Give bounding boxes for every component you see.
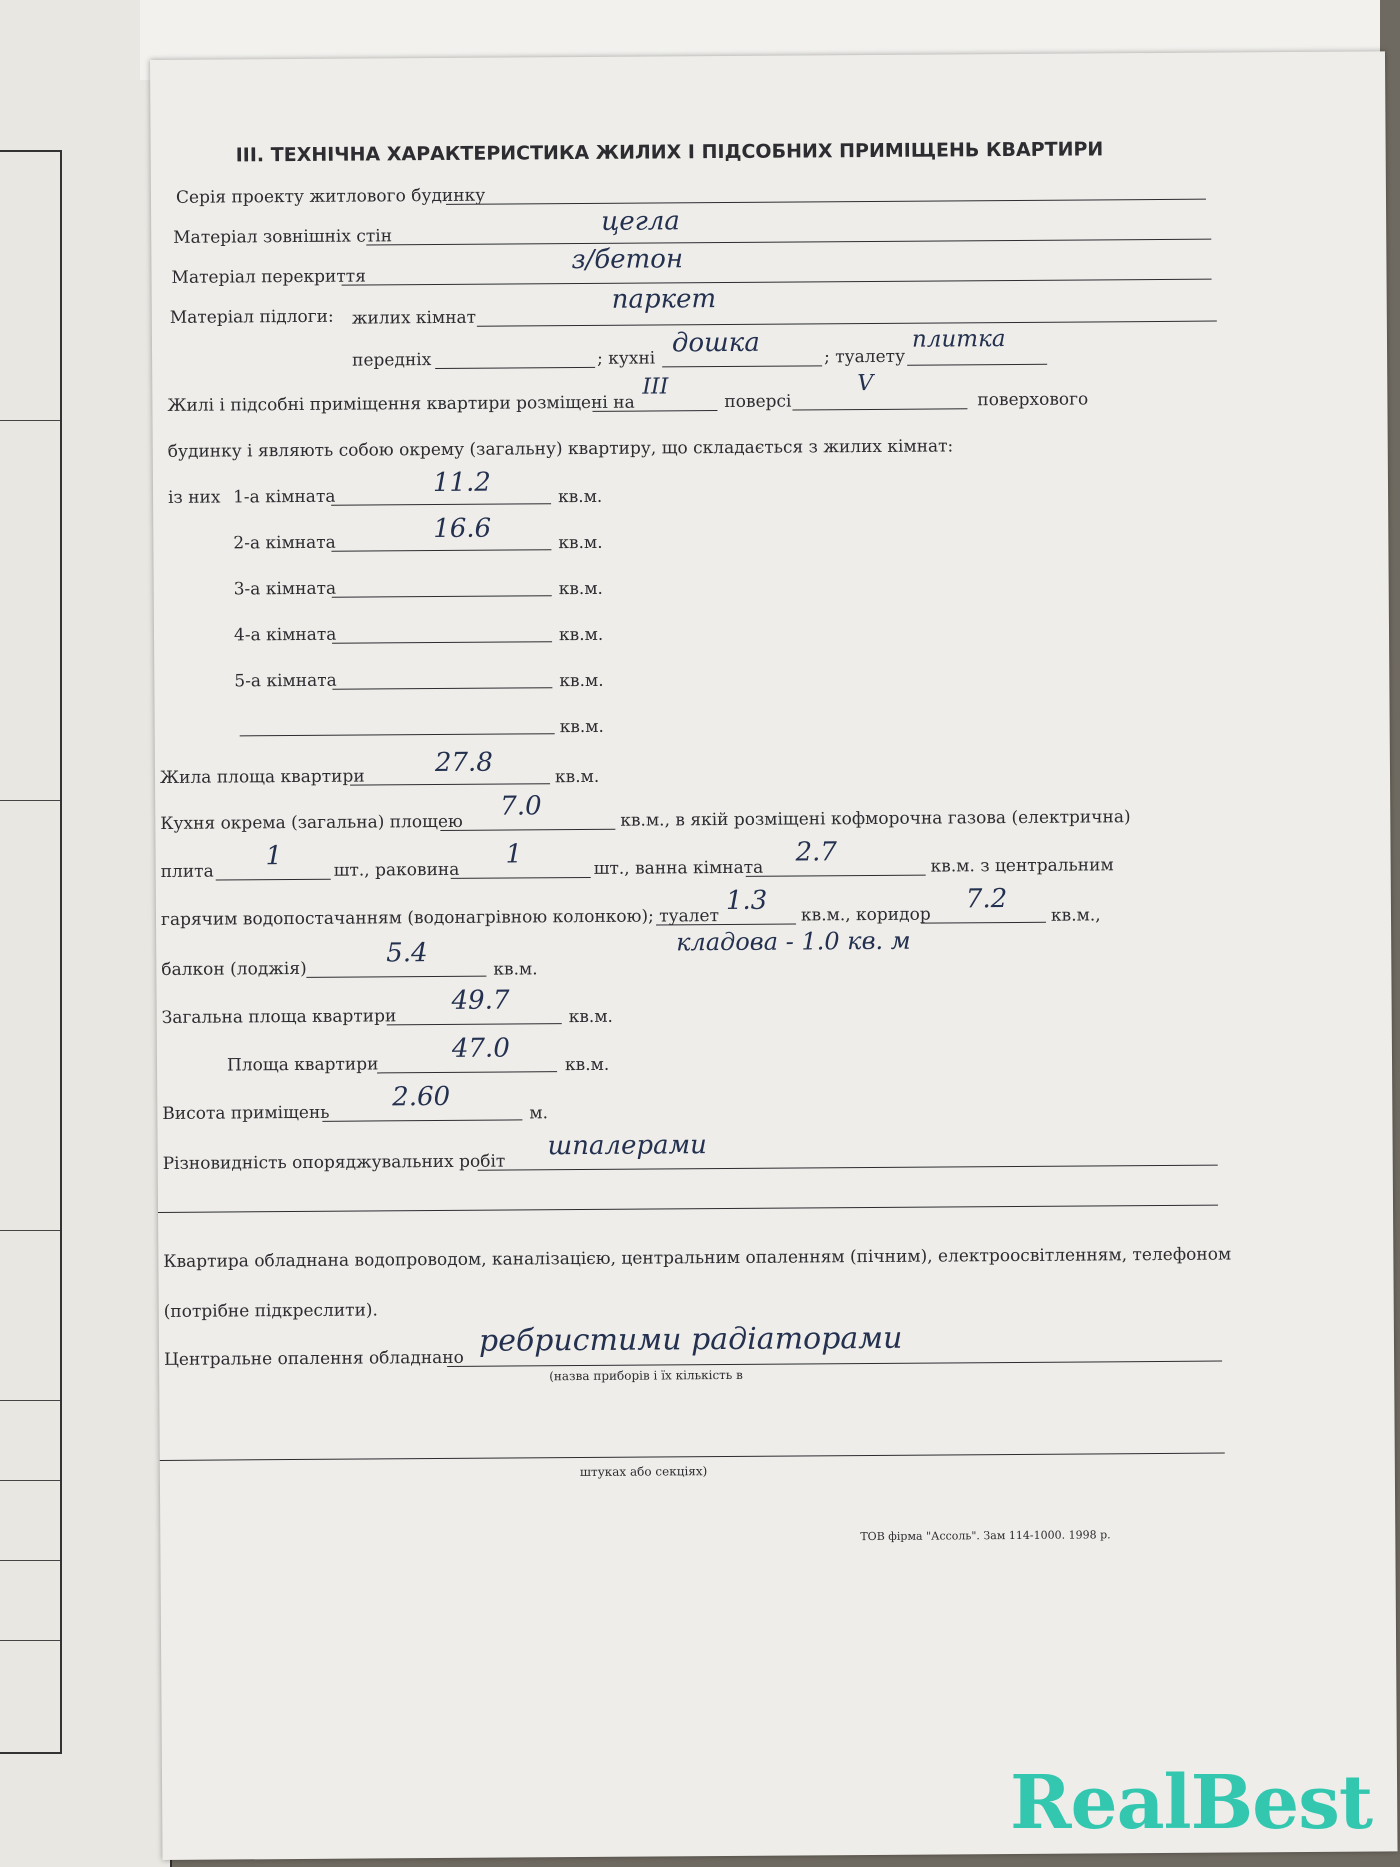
- walls-value: цегла: [601, 206, 680, 237]
- kitchen-area-line: [440, 829, 615, 831]
- balcony-line: [306, 976, 486, 978]
- ceiling-line: [342, 279, 1212, 286]
- walls-label: Матеріал зовнішніх стін: [173, 226, 393, 248]
- left-page-rule: [0, 1400, 60, 1401]
- corridor-unit: кв.м.,: [1050, 905, 1101, 926]
- left-page-rule: [0, 1640, 60, 1641]
- pantry-note: кладова - 1.0 кв. м: [676, 926, 911, 957]
- series-label: Серія проекту житлового будинку: [175, 185, 486, 208]
- left-page-rule: [0, 1480, 60, 1481]
- device-note: (назва приборів і їх кількість в: [549, 1367, 743, 1384]
- living-area-value: 27.8: [434, 747, 493, 779]
- finishing-value: шпалерами: [547, 1130, 707, 1162]
- room5-unit: кв.м.: [559, 670, 604, 692]
- corridor-line: [921, 922, 1046, 924]
- room1-unit: кв.м.: [557, 486, 603, 508]
- room2-value: 16.6: [433, 513, 492, 545]
- living-area-label: Жила площа квартири: [159, 766, 365, 788]
- room3-line: [332, 595, 552, 598]
- balcony-unit: кв.м.: [493, 959, 538, 980]
- underline-note: (потрібне підкреслити).: [163, 1300, 378, 1322]
- room3-label: 3-а кімната: [233, 578, 337, 600]
- bath-label: шт., ванна кімната: [593, 857, 764, 879]
- ceiling-value: з/бетон: [571, 244, 684, 276]
- living-rooms-label: жилих кімнат: [351, 307, 477, 329]
- heating-value: ребристими радіаторами: [478, 1320, 903, 1359]
- height-value: 2.60: [392, 1081, 451, 1113]
- kitchens-line: [662, 365, 822, 367]
- corridor-value: 7.2: [965, 884, 1008, 915]
- sink-line: [451, 877, 591, 879]
- sink-value: 1: [505, 839, 523, 870]
- units-note: штуках або секціях): [579, 1464, 708, 1480]
- central-label: кв.м. з центральним: [930, 855, 1114, 877]
- left-page-frame: [0, 150, 62, 1754]
- hot-water-label: гарячим водопостачанням (водонагрівною колонкою); туалет: [160, 906, 720, 930]
- kitchen-tail-label: кв.м., в якій розміщені кофморочна газова (електрична): [620, 807, 1131, 831]
- sink-label: шт., раковина: [333, 859, 460, 881]
- finishing-line: [478, 1165, 1218, 1171]
- extra-room-line: [240, 733, 555, 736]
- floor-no-line: [592, 410, 717, 412]
- series-line: [446, 199, 1206, 205]
- hallways-line: [435, 367, 595, 369]
- stove-value: 1: [265, 841, 283, 872]
- room2-line: [331, 549, 551, 552]
- living-rooms-value: паркет: [611, 284, 717, 315]
- form-title: III. ТЕХНІЧНА ХАРАКТЕРИСТИКА ЖИЛИХ І ПІДСОБНИХ ПРИМІЩЕНЬ КВАРТИРИ: [235, 138, 1104, 167]
- realbest-logo: RealBest: [1010, 1760, 1373, 1846]
- corridor-label: кв.м., коридор: [800, 904, 931, 926]
- storeys-value: V: [857, 370, 874, 397]
- room4-label: 4-а кімната: [233, 624, 337, 646]
- room3-unit: кв.м.: [558, 578, 604, 600]
- left-page-rule: [0, 800, 60, 801]
- storeys-line: [792, 408, 967, 410]
- kitchen-area-value: 7.0: [500, 791, 542, 822]
- equipped-label: Квартира обладнана водопроводом, каналізацією, центральним опаленням (пічним), електроосвітленням, телефоном: [163, 1244, 1232, 1272]
- balcony-value: 5.4: [386, 938, 428, 969]
- height-unit: м.: [529, 1103, 549, 1124]
- room1-value: 11.2: [432, 467, 491, 499]
- building-line: будинку і являють собою окрему (загальну) квартиру, що складається з жилих кімнат:: [167, 436, 954, 462]
- bath-line: [746, 875, 926, 877]
- room1-label: 1-а кімната: [232, 486, 336, 508]
- finishing-extra-line: [158, 1205, 1218, 1213]
- room5-label: 5-а кімната: [234, 670, 337, 692]
- toilet-label: ; туалету: [824, 346, 906, 368]
- floor-word-label: поверсі: [724, 391, 792, 412]
- total-area-line: [387, 1023, 562, 1025]
- height-label: Висота приміщень: [162, 1102, 330, 1124]
- height-line: [322, 1119, 522, 1121]
- room2-label: 2-а кімната: [233, 532, 336, 554]
- kitchens-label: ; кухні: [597, 348, 656, 369]
- toilet-area-line: [656, 924, 796, 926]
- total-area-value: 49.7: [451, 985, 510, 1016]
- located-label: Жилі і підсобні приміщення квартири розміщені на: [167, 392, 635, 416]
- floor-label: Матеріал підлоги:: [169, 306, 334, 328]
- apartment-area-line: [377, 1071, 557, 1073]
- apartment-area-label: Площа квартири: [226, 1054, 379, 1076]
- apartment-area-value: 47.0: [451, 1033, 510, 1064]
- room4-unit: кв.м.: [558, 624, 604, 646]
- room5-line: [332, 687, 552, 690]
- room2-unit: кв.м.: [558, 532, 603, 554]
- heating-extra-line: [160, 1453, 1225, 1461]
- finishing-label: Різновидність опоряджувальних робіт: [162, 1151, 506, 1174]
- room1-line: [331, 503, 551, 506]
- of-them-label: із них: [167, 487, 221, 508]
- kitchen-area-label: Кухня окрема (загальна) площею: [160, 811, 463, 834]
- walls-line: [366, 239, 1211, 246]
- living-area-line: [350, 783, 550, 785]
- living-rooms-line: [477, 321, 1217, 327]
- heating-label: Центральне опалення обладнано: [164, 1347, 464, 1370]
- room4-line: [332, 641, 552, 644]
- extra-room-unit: кв.м.: [559, 716, 604, 738]
- printer-footer: ТОВ фірма "Ассоль". Зам 114-1000. 1998 р.: [860, 1528, 1111, 1544]
- left-page-rule: [0, 1230, 60, 1231]
- left-page-rule: [0, 420, 60, 421]
- ceiling-label: Матеріал перекриття: [171, 266, 366, 288]
- hallways-label: передніх: [352, 350, 432, 371]
- toilet-value: плитка: [911, 326, 1006, 353]
- total-area-unit: кв.м.: [568, 1006, 613, 1028]
- heating-line: [447, 1361, 1222, 1367]
- total-area-label: Загальна площа квартири: [161, 1006, 397, 1028]
- stove-line: [216, 879, 331, 881]
- living-area-unit: кв.м.: [554, 766, 600, 788]
- toilet-line: [907, 364, 1047, 366]
- left-page-rule: [0, 1560, 60, 1561]
- form-sheet: [150, 51, 1398, 1860]
- apartment-area-unit: кв.м.: [564, 1054, 610, 1076]
- toilet-area-value: 1.3: [725, 885, 768, 916]
- left-page: [0, 0, 172, 1867]
- storey-label: поверхового: [977, 389, 1089, 411]
- stove-label: плита: [160, 861, 214, 882]
- kitchens-value: дошка: [671, 327, 760, 359]
- bath-value: 2.7: [795, 837, 838, 868]
- floor-no-value: III: [642, 374, 669, 400]
- balcony-label: балкон (лоджія): [161, 958, 307, 980]
